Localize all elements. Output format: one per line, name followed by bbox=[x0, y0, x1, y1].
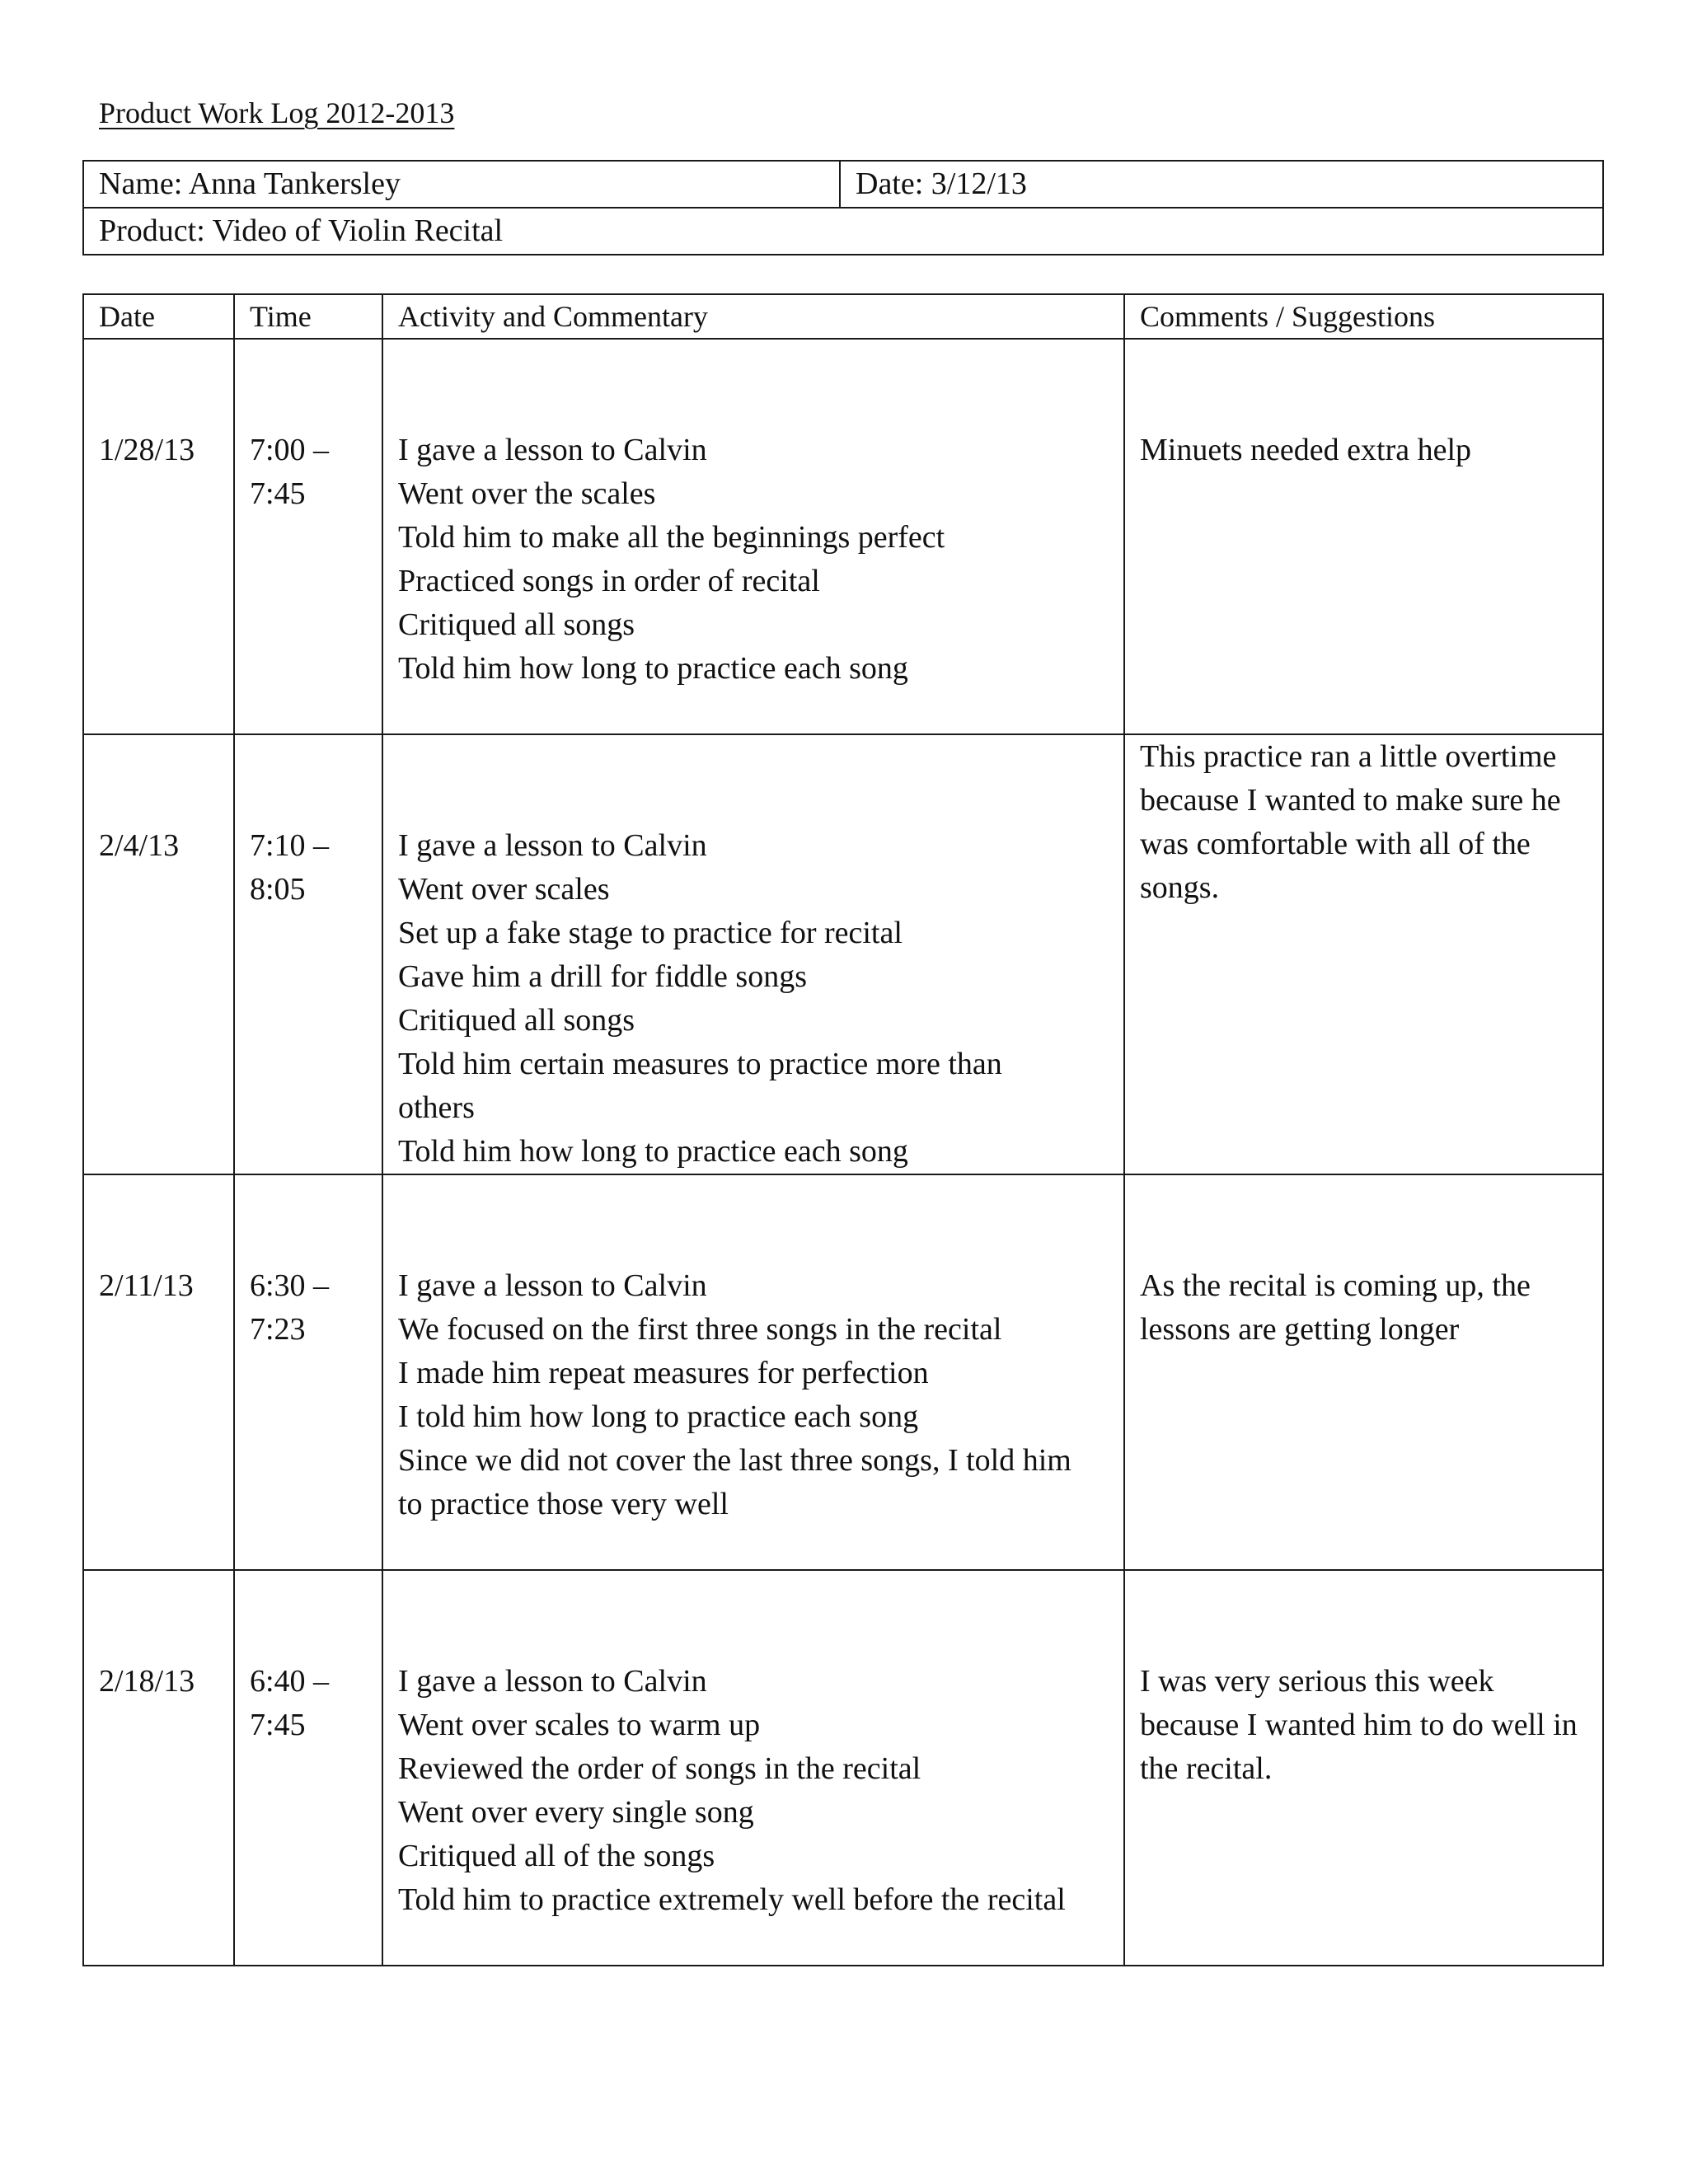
activity-line: Went over scales bbox=[398, 872, 610, 907]
info-row-name-date bbox=[83, 161, 1603, 208]
activity-line: Went over the scales bbox=[398, 476, 656, 511]
date-field: Date: 3/12/13 bbox=[840, 161, 1603, 208]
entry-time-start: 6:40 – bbox=[250, 1664, 330, 1699]
activity-line: Critiqued all songs bbox=[398, 607, 635, 642]
activity-line: Told him how long to practice each song bbox=[398, 651, 908, 686]
work-log-table bbox=[82, 293, 1604, 1966]
activity-line: Told him how long to practice each song bbox=[398, 1134, 908, 1169]
comment-text: Minuets needed extra help bbox=[1140, 433, 1472, 467]
activity-line: I gave a lesson to Calvin bbox=[398, 1664, 707, 1699]
activity-line: Critiqued all songs bbox=[398, 1003, 635, 1038]
comment-text: As the recital is coming up, the lessons are getting longer bbox=[1140, 1268, 1531, 1347]
entry-date: 2/11/13 bbox=[83, 1174, 234, 1570]
entry-date: 1/28/13 bbox=[83, 339, 234, 734]
comment-text: This practice ran a little overtime because I wanted to make sure he was comfortable with all of the songs. bbox=[1140, 739, 1561, 905]
activity-line: to practice those very well bbox=[398, 1487, 729, 1521]
entry-comments bbox=[1124, 1174, 1603, 1570]
header-comments: Comments / Suggestions bbox=[1124, 294, 1603, 339]
comment-text: I was very serious this week because I wanted him to do well in the recital. bbox=[1140, 1664, 1578, 1786]
activity-line: Critiqued all of the songs bbox=[398, 1839, 715, 1873]
entry-date: 2/18/13 bbox=[83, 1570, 234, 1966]
activity-line: Gave him a drill for fiddle songs bbox=[398, 959, 808, 994]
entry-comments bbox=[1124, 734, 1603, 1174]
info-table bbox=[82, 160, 1604, 255]
table-row bbox=[83, 1174, 1603, 1570]
entry-time-start: 7:00 – bbox=[250, 433, 330, 467]
header-date: Date bbox=[83, 294, 234, 339]
activity-line: Practiced songs in order of recital bbox=[398, 564, 820, 598]
entry-comments bbox=[1124, 339, 1603, 734]
entry-time-end: 8:05 bbox=[250, 872, 306, 907]
entry-time bbox=[234, 1570, 382, 1966]
entry-time-end: 7:45 bbox=[250, 476, 306, 511]
table-row bbox=[83, 339, 1603, 734]
activity-line: I gave a lesson to Calvin bbox=[398, 1268, 707, 1303]
activity-line: I gave a lesson to Calvin bbox=[398, 433, 707, 467]
activity-line: Told him certain measures to practice more than bbox=[398, 1047, 1002, 1081]
entry-time-start: 7:10 – bbox=[250, 828, 330, 863]
activity-line: We focused on the first three songs in the recital bbox=[398, 1312, 1002, 1347]
activity-line: others bbox=[398, 1090, 475, 1125]
activity-line: Told him to practice extremely well before the recital bbox=[398, 1882, 1066, 1917]
table-row bbox=[83, 734, 1603, 1174]
entry-activity bbox=[382, 1174, 1124, 1570]
entry-activity bbox=[382, 339, 1124, 734]
product-field: Product: Video of Violin Recital bbox=[83, 208, 1603, 255]
entry-time bbox=[234, 734, 382, 1174]
table-row bbox=[83, 1570, 1603, 1966]
entry-time bbox=[234, 1174, 382, 1570]
activity-line: Set up a fake stage to practice for recital bbox=[398, 916, 903, 950]
entry-comments bbox=[1124, 1570, 1603, 1966]
activity-line: Reviewed the order of songs in the recital bbox=[398, 1751, 921, 1786]
header-activity: Activity and Commentary bbox=[382, 294, 1124, 339]
activity-line: I told him how long to practice each song bbox=[398, 1399, 919, 1434]
entry-activity bbox=[382, 1570, 1124, 1966]
activity-line: I made him repeat measures for perfection bbox=[398, 1356, 929, 1390]
entry-activity bbox=[382, 734, 1124, 1174]
activity-line: Told him to make all the beginnings perfect bbox=[398, 520, 945, 555]
header-time: Time bbox=[234, 294, 382, 339]
entry-time-start: 6:30 – bbox=[250, 1268, 330, 1303]
activity-line: Since we did not cover the last three songs, I told him bbox=[398, 1443, 1071, 1478]
entry-date: 2/4/13 bbox=[83, 734, 234, 1174]
entry-time bbox=[234, 339, 382, 734]
activity-line: Went over scales to warm up bbox=[398, 1708, 761, 1742]
info-row-product bbox=[83, 208, 1603, 255]
name-field: Name: Anna Tankersley bbox=[83, 161, 840, 208]
entry-time-end: 7:23 bbox=[250, 1312, 306, 1347]
log-header-row bbox=[83, 294, 1603, 339]
entry-time-end: 7:45 bbox=[250, 1708, 306, 1742]
activity-line: I gave a lesson to Calvin bbox=[398, 828, 707, 863]
activity-line: Went over every single song bbox=[398, 1795, 754, 1830]
page-title: Product Work Log 2012-2013 bbox=[99, 96, 455, 129]
